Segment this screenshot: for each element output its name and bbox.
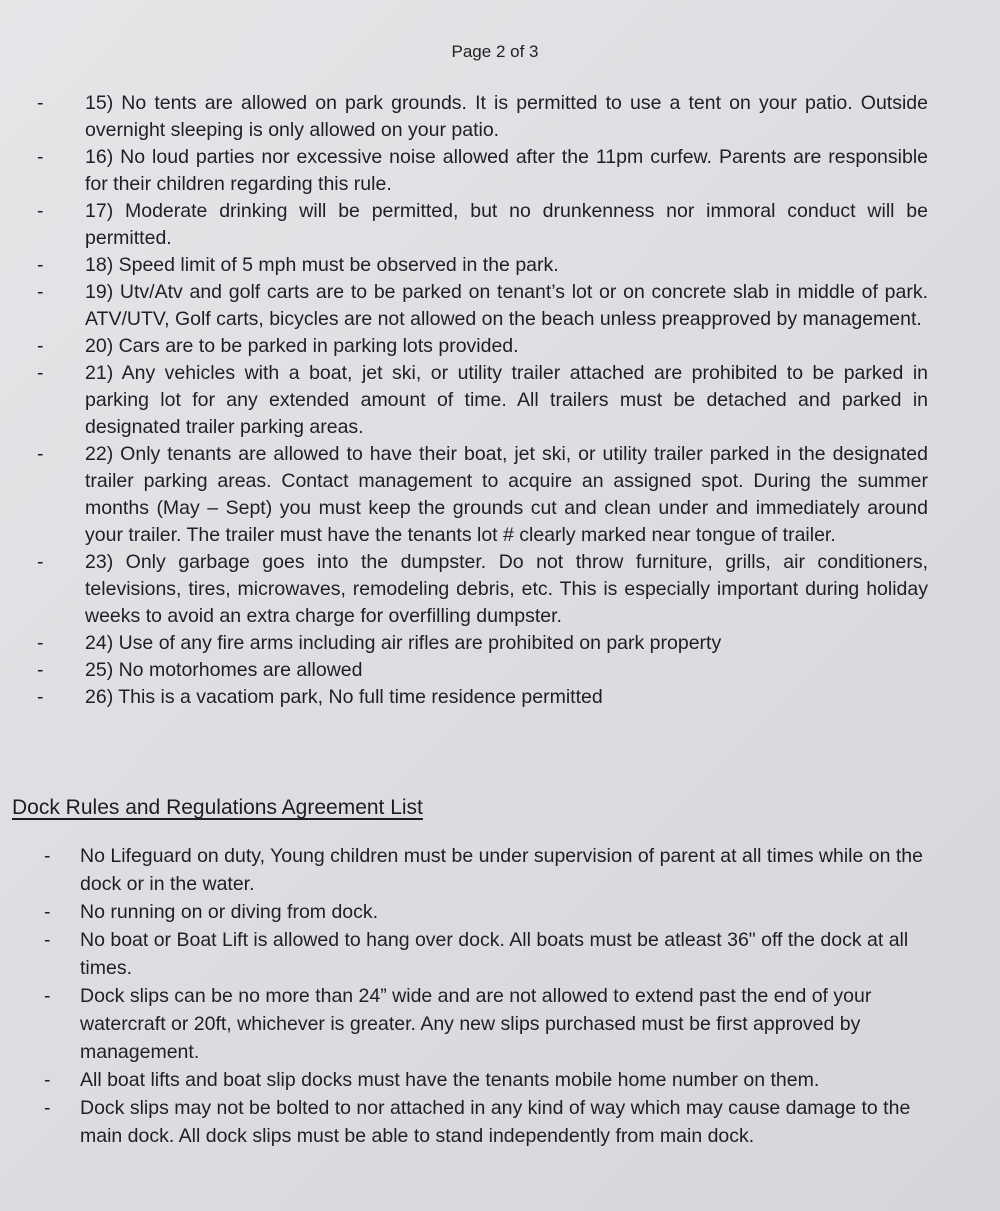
dock-rule-item [0, 842, 1000, 898]
bullet-dash: - [44, 901, 51, 923]
rule-text: 21) Any vehicles with a boat, jet ski, or utility trailer attached are prohibited to be parked in parking lot for any extended amount of time. All trailers must be detached and parked in designated trailer parking areas. [85, 362, 928, 438]
bullet-dash: - [37, 551, 44, 573]
bullet-dash: - [37, 92, 44, 114]
rule-item [0, 360, 1000, 441]
rule-item [0, 279, 1000, 333]
rule-text: 19) Utv/Atv and golf carts are to be parked on tenant’s lot or on concrete slab in middle of park. ATV/UTV, Golf carts, bicycles are not allowed on the beach unless preapproved by management. [85, 281, 928, 330]
rule-text: 22) Only tenants are allowed to have their boat, jet ski, or utility trailer parked in the designated trailer parking areas. Contact management to acquire an assigned spot. During the summer months (May – Sept) you must keep the grounds cut and clean under and immediately around your trailer. The trailer must have the tenants lot # clearly marked near tongue of trailer. [85, 443, 928, 546]
park-rules-list [0, 90, 1000, 711]
dock-rule-item [0, 982, 1000, 1066]
rule-item [0, 333, 1000, 360]
rule-item [0, 90, 1000, 144]
rule-item [0, 630, 1000, 657]
rule-text: 18) Speed limit of 5 mph must be observed in the park. [85, 254, 559, 276]
rule-text: 23) Only garbage goes into the dumpster. Do not throw furniture, grills, air conditioners, televisions, tires, microwaves, remodeling debris, etc. This is especially important during holiday weeks to avoid an extra charge for overfilling dumpster. [85, 551, 928, 627]
rule-item [0, 657, 1000, 684]
rule-item [0, 252, 1000, 279]
dock-rules-heading: Dock Rules and Regulations Agreement List [12, 796, 423, 819]
bullet-dash: - [44, 1097, 51, 1119]
rule-item [0, 549, 1000, 630]
bullet-dash: - [44, 929, 51, 951]
rule-item [0, 684, 1000, 711]
dock-rule-item [0, 1094, 1000, 1150]
bullet-dash: - [37, 281, 44, 303]
dock-rule-item [0, 898, 1000, 926]
rule-text: 15) No tents are allowed on park grounds. It is permitted to use a tent on your patio. Outside overnight sleeping is only allowed on your patio. [85, 92, 928, 141]
rule-text: 24) Use of any fire arms including air rifles are prohibited on park property [85, 632, 722, 654]
rule-text: 17) Moderate drinking will be permitted, but no drunkenness nor immoral conduct will be permitted. [85, 200, 928, 249]
rule-item [0, 441, 1000, 549]
bullet-dash: - [37, 659, 44, 681]
rule-item [0, 198, 1000, 252]
dock-rule-text: No boat or Boat Lift is allowed to hang over dock. All boats must be atleast 36" off the dock at all times. [80, 929, 909, 979]
bullet-dash: - [37, 362, 44, 384]
bullet-dash: - [37, 686, 44, 708]
dock-rule-item [0, 926, 1000, 982]
bullet-dash: - [37, 335, 44, 357]
dock-rule-text: All boat lifts and boat slip docks must have the tenants mobile home number on them. [80, 1069, 820, 1091]
rule-text: 20) Cars are to be parked in parking lots provided. [85, 335, 519, 357]
bullet-dash: - [44, 985, 51, 1007]
rule-text: 26) This is a vacatiom park, No full time residence permitted [85, 686, 603, 708]
bullet-dash: - [37, 632, 44, 654]
bullet-dash: - [44, 845, 51, 867]
bullet-dash: - [44, 1069, 51, 1091]
bullet-dash: - [37, 443, 44, 465]
dock-rule-text: Dock slips can be no more than 24” wide and are not allowed to extend past the end of your watercraft or 20ft, whichever is greater. Any new slips purchased must be first approved by management. [80, 985, 872, 1063]
dock-rule-text: No running on or diving from dock. [80, 901, 379, 923]
dock-rule-item [0, 1066, 1000, 1094]
page-number: Page 2 of 3 [451, 42, 539, 61]
dock-rule-text: No Lifeguard on duty, Young children must be under supervision of parent at all times while on the dock or in the water. [80, 845, 923, 895]
rule-text: 25) No motorhomes are allowed [85, 659, 363, 681]
bullet-dash: - [37, 200, 44, 222]
rule-item [0, 144, 1000, 198]
rule-text: 16) No loud parties nor excessive noise allowed after the 11pm curfew. Parents are responsible for their children regarding this rule. [85, 146, 928, 195]
bullet-dash: - [37, 254, 44, 276]
dock-rule-text: Dock slips may not be bolted to nor attached in any kind of way which may cause damage to the main dock. All dock slips must be able to stand independently from main dock. [80, 1097, 911, 1147]
bullet-dash: - [37, 146, 44, 168]
dock-rules-list [0, 842, 1000, 1150]
